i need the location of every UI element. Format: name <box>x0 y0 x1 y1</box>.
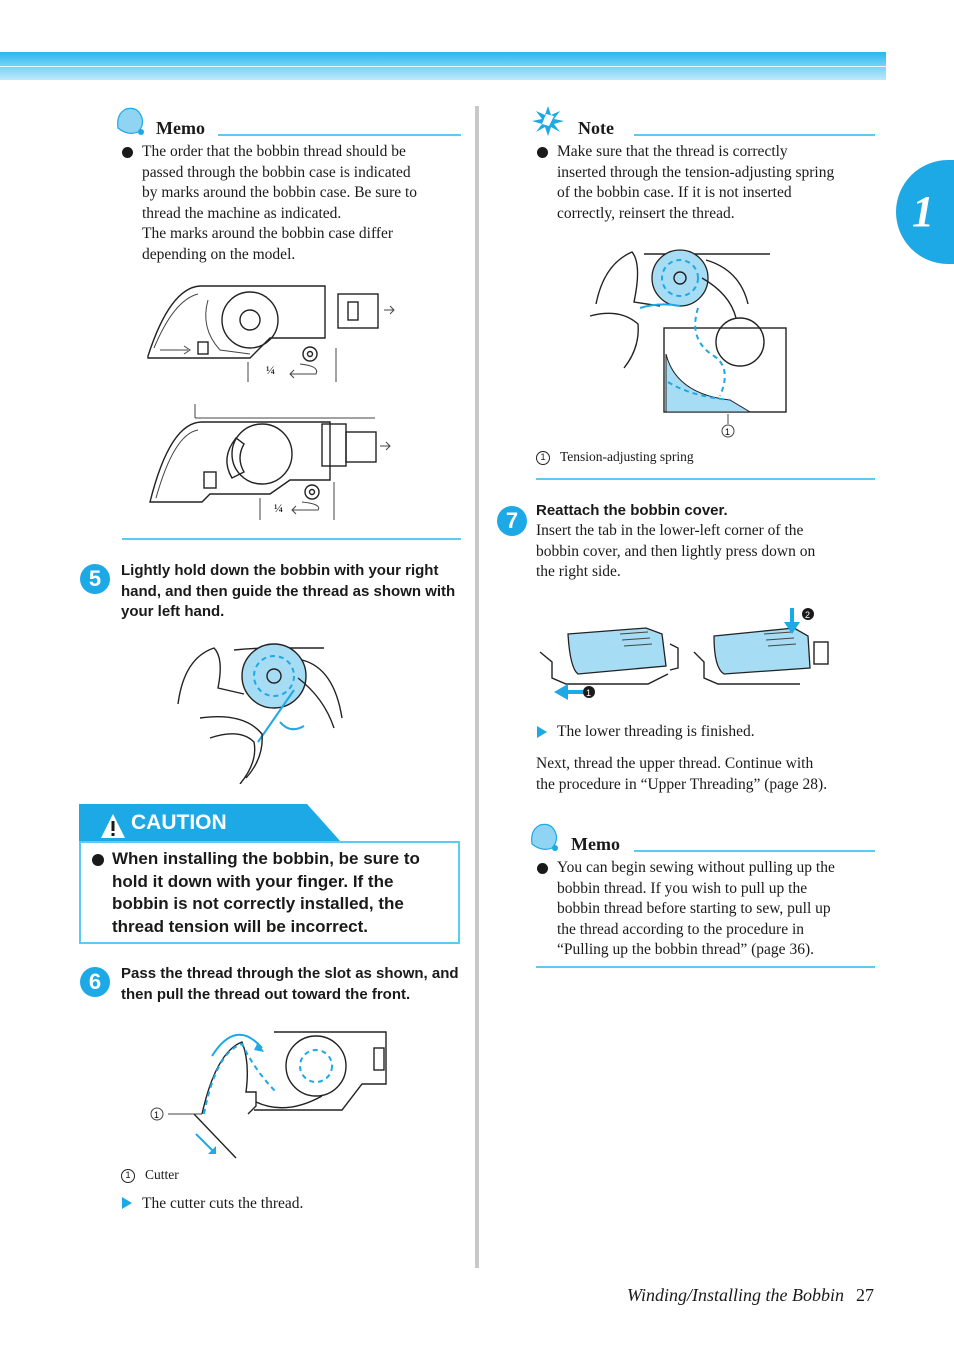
step-7-illustration <box>538 604 838 704</box>
cutter-callout-number: 1 <box>154 1110 160 1120</box>
note-header <box>532 106 875 136</box>
result-arrow-icon <box>537 726 547 738</box>
step-7-text: Insert the tab in the lower-left corner of the bobbin cover, and then lightly press down on the right side. <box>536 522 816 580</box>
chapter-number: 1 <box>912 187 934 236</box>
cutter-caption: 1 Cutter <box>121 1167 179 1183</box>
step-7-next: Next, thread the upper thread. Continue with the procedure in “Upper Threading” (page 28). <box>536 755 828 793</box>
step-6-badge: 6 <box>80 967 110 997</box>
callout-1: 1 <box>586 688 592 698</box>
step-6-result: The cutter cuts the thread. <box>142 1195 304 1212</box>
bullet-dot <box>537 863 548 874</box>
note-bottom-rule <box>536 478 875 480</box>
step-7-heading: Reattach the bobbin cover. <box>536 502 728 519</box>
step-5-text: Lightly hold down the bobbin with your right hand, and then guide the thread as shown with your left hand. <box>121 562 456 620</box>
quarter-mark-b: ¼ <box>274 501 283 515</box>
page-footer <box>627 1285 874 1306</box>
step-5-badge: 5 <box>80 564 110 594</box>
memo-bottom-title: Memo <box>571 834 620 854</box>
step-6-illustration <box>146 1022 390 1164</box>
bullet-dot <box>537 147 548 158</box>
memo-top-title: Memo <box>156 118 205 138</box>
step-7-badge: 7 <box>497 506 527 536</box>
spring-callout-number: 1 <box>725 427 731 437</box>
note-title: Note <box>578 118 614 138</box>
note-burst-icon <box>532 106 564 136</box>
result-arrow-icon <box>122 1197 132 1209</box>
bell-memo-icon <box>114 106 146 136</box>
bell-memo-icon <box>528 822 560 852</box>
step-5-illustration <box>174 638 369 784</box>
column-divider <box>475 106 479 1268</box>
bullet-dot <box>122 147 133 158</box>
note-illustration <box>580 244 790 440</box>
page-number: 27 <box>856 1285 874 1305</box>
header-band <box>0 52 886 80</box>
step-7-result: The lower threading is finished. <box>557 723 755 740</box>
memo-bottom-rule <box>536 966 875 968</box>
memo-bottom-header <box>528 822 875 852</box>
bobbin-case-figure-model-a <box>140 278 400 388</box>
memo-top-bottom-rule <box>122 538 461 540</box>
step-6-text: Pass the thread through the slot as shown, and then pull the thread out toward the front. <box>121 965 459 1003</box>
footer-title: Winding/Installing the Bobbin <box>627 1285 844 1305</box>
caution-title: CAUTION <box>131 811 227 834</box>
spring-caption: 1 Tension-adjusting spring <box>536 449 694 465</box>
callout-2: 2 <box>805 610 811 620</box>
memo-top-header <box>114 106 461 136</box>
bobbin-case-figure-model-b <box>140 402 400 526</box>
quarter-mark-a: ¼ <box>266 363 275 377</box>
bullet-dot <box>92 854 104 866</box>
